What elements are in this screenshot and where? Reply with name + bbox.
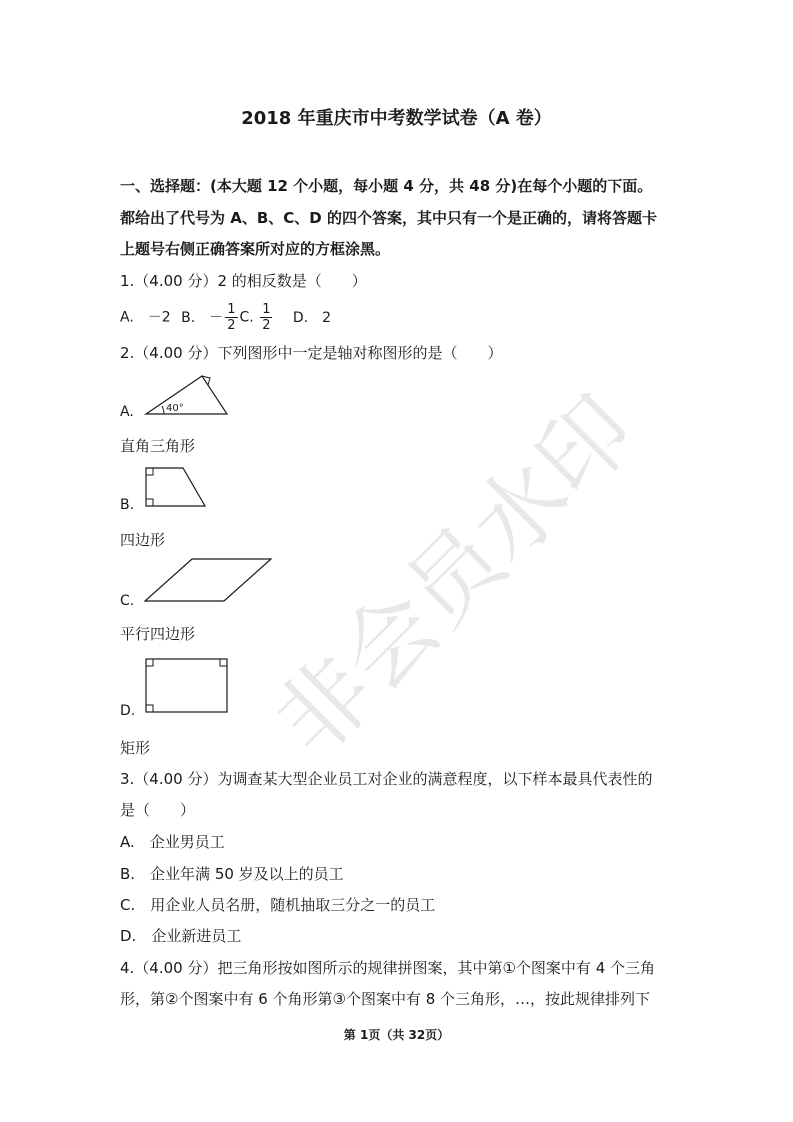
- question-1-options: [120, 302, 331, 333]
- question-4-stem-line-2: 形，第②个图案中有 6 个角形第③个图案中有 8 个三角形，…，按此规律排列下: [120, 990, 651, 1008]
- question-1-fraction-b: [225, 302, 237, 333]
- rectangle-figure: [140, 653, 235, 718]
- question-2-option-c-label: C.: [120, 593, 135, 609]
- question-1-fraction-c: [260, 302, 272, 333]
- question-3-stem-line-1: 3.（4.00 分）为调查某大型企业员工对企业的满意程度，以下样本最具代表性的: [120, 770, 653, 788]
- fraction-numerator: 1: [227, 302, 236, 317]
- question-2-caption-a: 直角三角形: [120, 437, 196, 455]
- question-3-option-d: D. 企业新进员工: [120, 927, 242, 945]
- question-1-option-b: B. －: [181, 309, 224, 326]
- question-3-option-a: A. 企业男员工: [120, 833, 225, 851]
- question-2-caption-b: 四边形: [120, 531, 166, 549]
- question-2-caption-c: 平行四边形: [120, 625, 196, 643]
- question-2-option-d-label: D.: [120, 703, 136, 719]
- question-1-stem: 1.（4.00 分）2 的相反数是（ ）: [120, 272, 367, 290]
- page-title: 2018 年重庆市中考数学试卷（A 卷）: [241, 108, 552, 129]
- question-4-stem-line-1: 4.（4.00 分）把三角形按如图所示的规律拼图案，其中第①个图案中有 4 个三角: [120, 959, 656, 977]
- parallelogram-figure: [140, 555, 280, 607]
- question-2-stem: 2.（4.00 分）下列图形中一定是轴对称图形的是（ ）: [120, 344, 503, 362]
- watermark: 非会员水印: [254, 375, 656, 777]
- question-2-caption-d: 矩形: [120, 739, 151, 757]
- question-2-option-a-label: A.: [120, 404, 134, 420]
- right-triangle-figure: [140, 370, 240, 420]
- section-header-line-3: 上题号右侧正确答案所对应的方框涂黑。: [120, 240, 391, 258]
- question-3-option-c: C. 用企业人员名册，随机抽取三分之一的员工: [120, 896, 436, 914]
- fraction-numerator: 1: [262, 302, 271, 317]
- fraction-denominator: 2: [227, 318, 236, 333]
- question-1-option-a: A. －2: [120, 309, 171, 326]
- question-1-option-c: C.: [239, 309, 254, 326]
- question-3-stem-line-2: 是（ ）: [120, 801, 196, 819]
- fraction-denominator: 2: [262, 318, 271, 333]
- page-footer: 第 1页（共 32页）: [343, 1028, 450, 1042]
- section-header-line-2: 都给出了代号为 A、B、C、D 的四个答案，其中只有一个是正确的，请将答题卡: [120, 209, 657, 227]
- section-header-line-1: 一、选择题：(本大题 12 个小题，每小题 4 分，共 48 分)在每个小题的下面。: [120, 177, 653, 195]
- question-3-option-b: B. 企业年满 50 岁及以上的员工: [120, 865, 344, 883]
- right-trapezoid-figure: [140, 462, 215, 512]
- question-1-option-d: D. 2: [292, 309, 332, 326]
- question-2-option-b-label: B.: [120, 497, 135, 513]
- angle-label: 40°: [166, 403, 184, 414]
